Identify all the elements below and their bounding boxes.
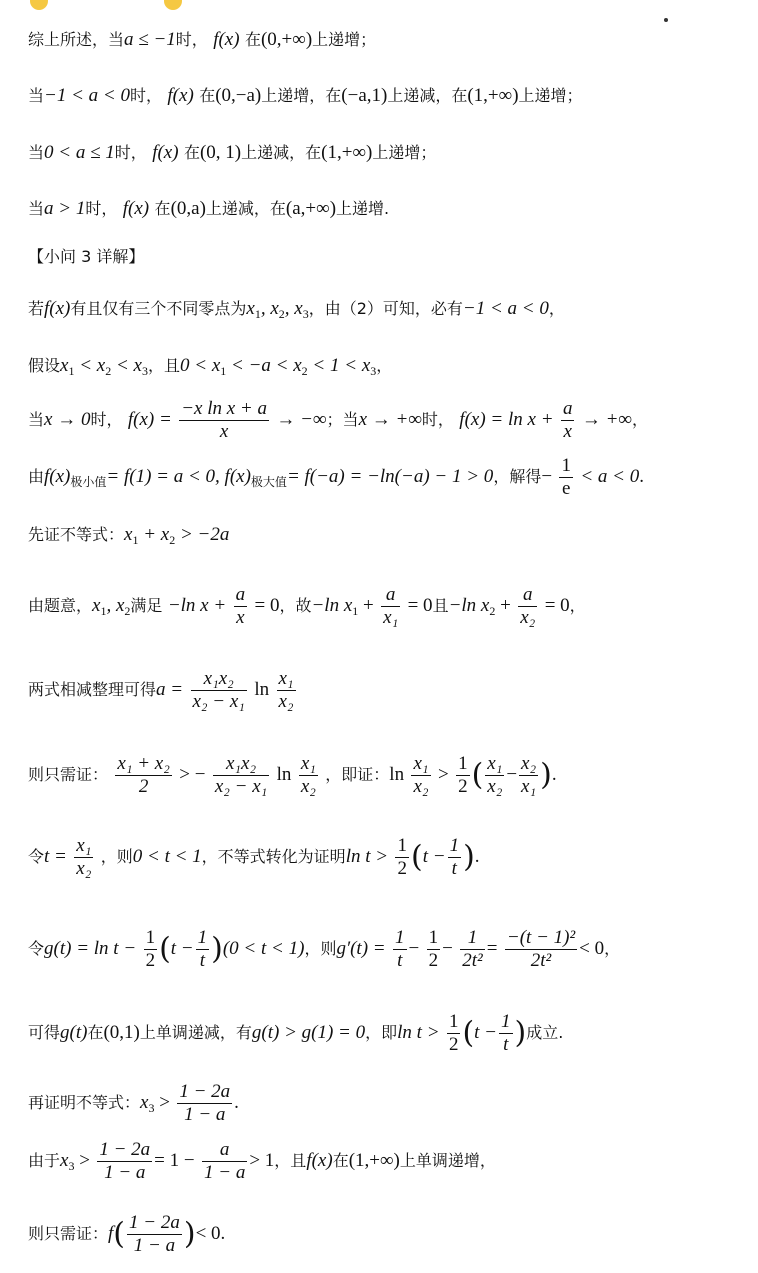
fraction: $\frac{1}{\text{2t²}}$ — [462, 927, 483, 971]
logo-icon-2 — [164, 0, 182, 10]
logo-icon — [30, 0, 48, 10]
section-title: 【小问 3 详解】 — [28, 247, 145, 266]
fraction: $\frac{a}{\text{x₂}}$ — [520, 584, 536, 628]
fraction: $\frac{\text{−x ln x + a}}{x}$ — [181, 398, 268, 442]
fraction: $\frac{\text{x₁}}{\text{x₂}}$ — [76, 835, 92, 879]
fraction: $\frac{\text{−(t − 1)²}}{\text{2t²}}$ — [506, 927, 576, 971]
para-extrema: 由$f(x)_{极小值}= f(1) = a < 0$, $f(x)_{极大值}= f(-a) = -\ln(-a) - 1 > 0$，解得− $\frac{1}{e}$ < a < 0. — [28, 455, 645, 499]
para-let-g: 令g(t) = ln t − $\frac{1}{2}$ (t − $\frac{1}{t}$ )(0 < t < 1)，则g′(t) = $\frac{1}{t}$ − $\frac{1}{2}$ − $\frac{1}{\text{2t²}}$ = $\frac{\text{−(t − 1)²}}{\text{2t²}}$ < 0， — [28, 927, 621, 971]
para-second-ineq: 再证明不等式：$x_3$ > $\frac{1 - 2a}{1 - a}$ . — [28, 1081, 239, 1125]
fraction: $\frac{1}{2}$ — [448, 1011, 459, 1055]
fraction: $\frac{\text{x₁}}{\text{x₂}}$ — [300, 753, 316, 797]
fraction: $\frac{1}{2}$ — [145, 927, 156, 971]
fraction: $\frac{\text{x₁ + x₂}}{2}$ — [117, 753, 170, 797]
fraction: $\frac{1}{2}$ — [458, 753, 468, 797]
para-limits: 当x → 0时， f(x) = $\frac{\text{−x ln x + a}}{x}$ → −∞；当x → +∞时， f(x) = ln x + $\frac{a}{x}$ → +∞， — [28, 398, 648, 442]
para-conditions: 由题意，$x_1$, $x_2$满足 −ln x + $\frac{a}{x}$ = 0，故−ln $x_1$ + $\frac{a}{\text{x₁}}$ = 0且−ln $x_2$ + $\frac{a}{\text{x₂}}$ = 0， — [28, 584, 586, 628]
fraction: $\frac{\text{x₂}}{\text{x₁}}$ — [521, 753, 537, 797]
fraction: $\frac{a}{x}$ — [562, 398, 573, 442]
fraction: $\frac{1}{2}$ — [428, 927, 439, 971]
fraction: $\frac{1 - 2a}{1 - a}$ — [99, 1139, 151, 1183]
para-final: 则只需证：f( $\frac{1 - 2a}{1 - a}$ )< 0. — [28, 1212, 226, 1256]
fraction: $\frac{1}{t}$ — [501, 1011, 511, 1055]
fraction: $\frac{a}{x}$ — [235, 584, 246, 628]
conclusion-line-1: 综上所述，当a ≤ −1时， f(x) 在(0,+∞)上递增； — [28, 29, 377, 50]
para-assume: 假设$x_1 < x_2 < x_3$，且$0 < x_1 < -a < x_2 < 1 < x_3$， — [28, 355, 393, 378]
fraction: $\frac{1}{t}$ — [449, 835, 460, 879]
fraction: $\frac{\text{x₁}}{\text{x₂}}$ — [278, 668, 294, 712]
para-since: 由于$x_3$ > $\frac{1 - 2a}{1 - a}$ = 1 − $\frac{a}{1 - a}$ > 1，且f(x)在(1,+∞)上单调递增， — [28, 1139, 496, 1183]
para-monotone: 可得g(t)在(0,1)上单调递减，有g(t) > g(1) = 0，即ln t > $\frac{1}{2}$ (t − $\frac{1}{t}$ )成立. — [28, 1011, 564, 1055]
fraction: $\frac{1}{t}$ — [197, 927, 208, 971]
fraction: $\frac{1}{e}$ — [561, 455, 571, 499]
fraction: $\frac{a}{1 - a}$ — [204, 1139, 246, 1183]
fraction: $\frac{\text{x₁}}{\text{x₂}}$ — [487, 753, 503, 797]
fraction: $\frac{\text{x₁x₂}}{\text{x₂ − x₁}}$ — [214, 753, 268, 797]
para-subtract: 两式相减整理可得a = $\frac{\text{x₁x₂}}{\text{x₂ − x₁}}$ ln $\frac{\text{x₁}}{\text{x₂}}$ — [28, 668, 294, 712]
conclusion-line-3: 当0 < a ≤ 1时， f(x) 在(0, 1)上递减，在(1,+∞)上递增； — [28, 142, 437, 163]
conclusion-line-4: 当a > 1时， f(x) 在(0,a)上递减，在(a,+∞)上递增. — [28, 198, 390, 219]
para-let-t: 令t = $\frac{\text{x₁}}{\text{x₂}}$ ，则0 < t < 1，不等式转化为证明ln t > $\frac{1}{2}$ (t − $\frac{1}{t}$ ). — [28, 835, 480, 879]
para-need-prove: 则只需证： $\frac{\text{x₁ + x₂}}{2}$ > − $\frac{\text{x₁x₂}}{\text{x₂ − x₁}}$ ln $\frac{\text{x₁}}{\text{x₂}}$ ，即证：ln $\frac{\text{x₁}}{\text{x₂}}$ > $\frac{1}{2}$ ( $\frac{\text{x₁}}{\text{x₂}}$ − $\frac{\text{x₂}}{\text{x₁}}$ ). — [28, 753, 557, 797]
para-zeros: 若f(x)有且仅有三个不同零点为$x_1$, $x_2$, $x_3$，由（2）可知，必有−1 < a < 0， — [28, 298, 565, 321]
fraction: $\frac{a}{\text{x₁}}$ — [383, 584, 399, 628]
decorative-dot — [664, 18, 668, 22]
conclusion-line-2: 当−1 < a < 0时， f(x) 在(0,−a)上递增，在(−a,1)上递减，在(1,+∞)上递增； — [28, 85, 583, 106]
fraction: $\frac{\text{x₁x₂}}{\text{x₂ − x₁}}$ — [192, 668, 245, 712]
fraction: $\frac{1 - 2a}{1 - a}$ — [129, 1212, 180, 1256]
fraction: $\frac{1}{2}$ — [397, 835, 407, 879]
para-first-ineq: 先证不等式：$x_1 + x_2 > -2a$ — [28, 524, 230, 547]
fraction: $\frac{1 - 2a}{1 - a}$ — [179, 1081, 231, 1125]
fraction: $\frac{\text{x₁}}{\text{x₂}}$ — [413, 753, 429, 797]
fraction: $\frac{1}{t}$ — [395, 927, 405, 971]
header-logos — [30, 0, 298, 8]
